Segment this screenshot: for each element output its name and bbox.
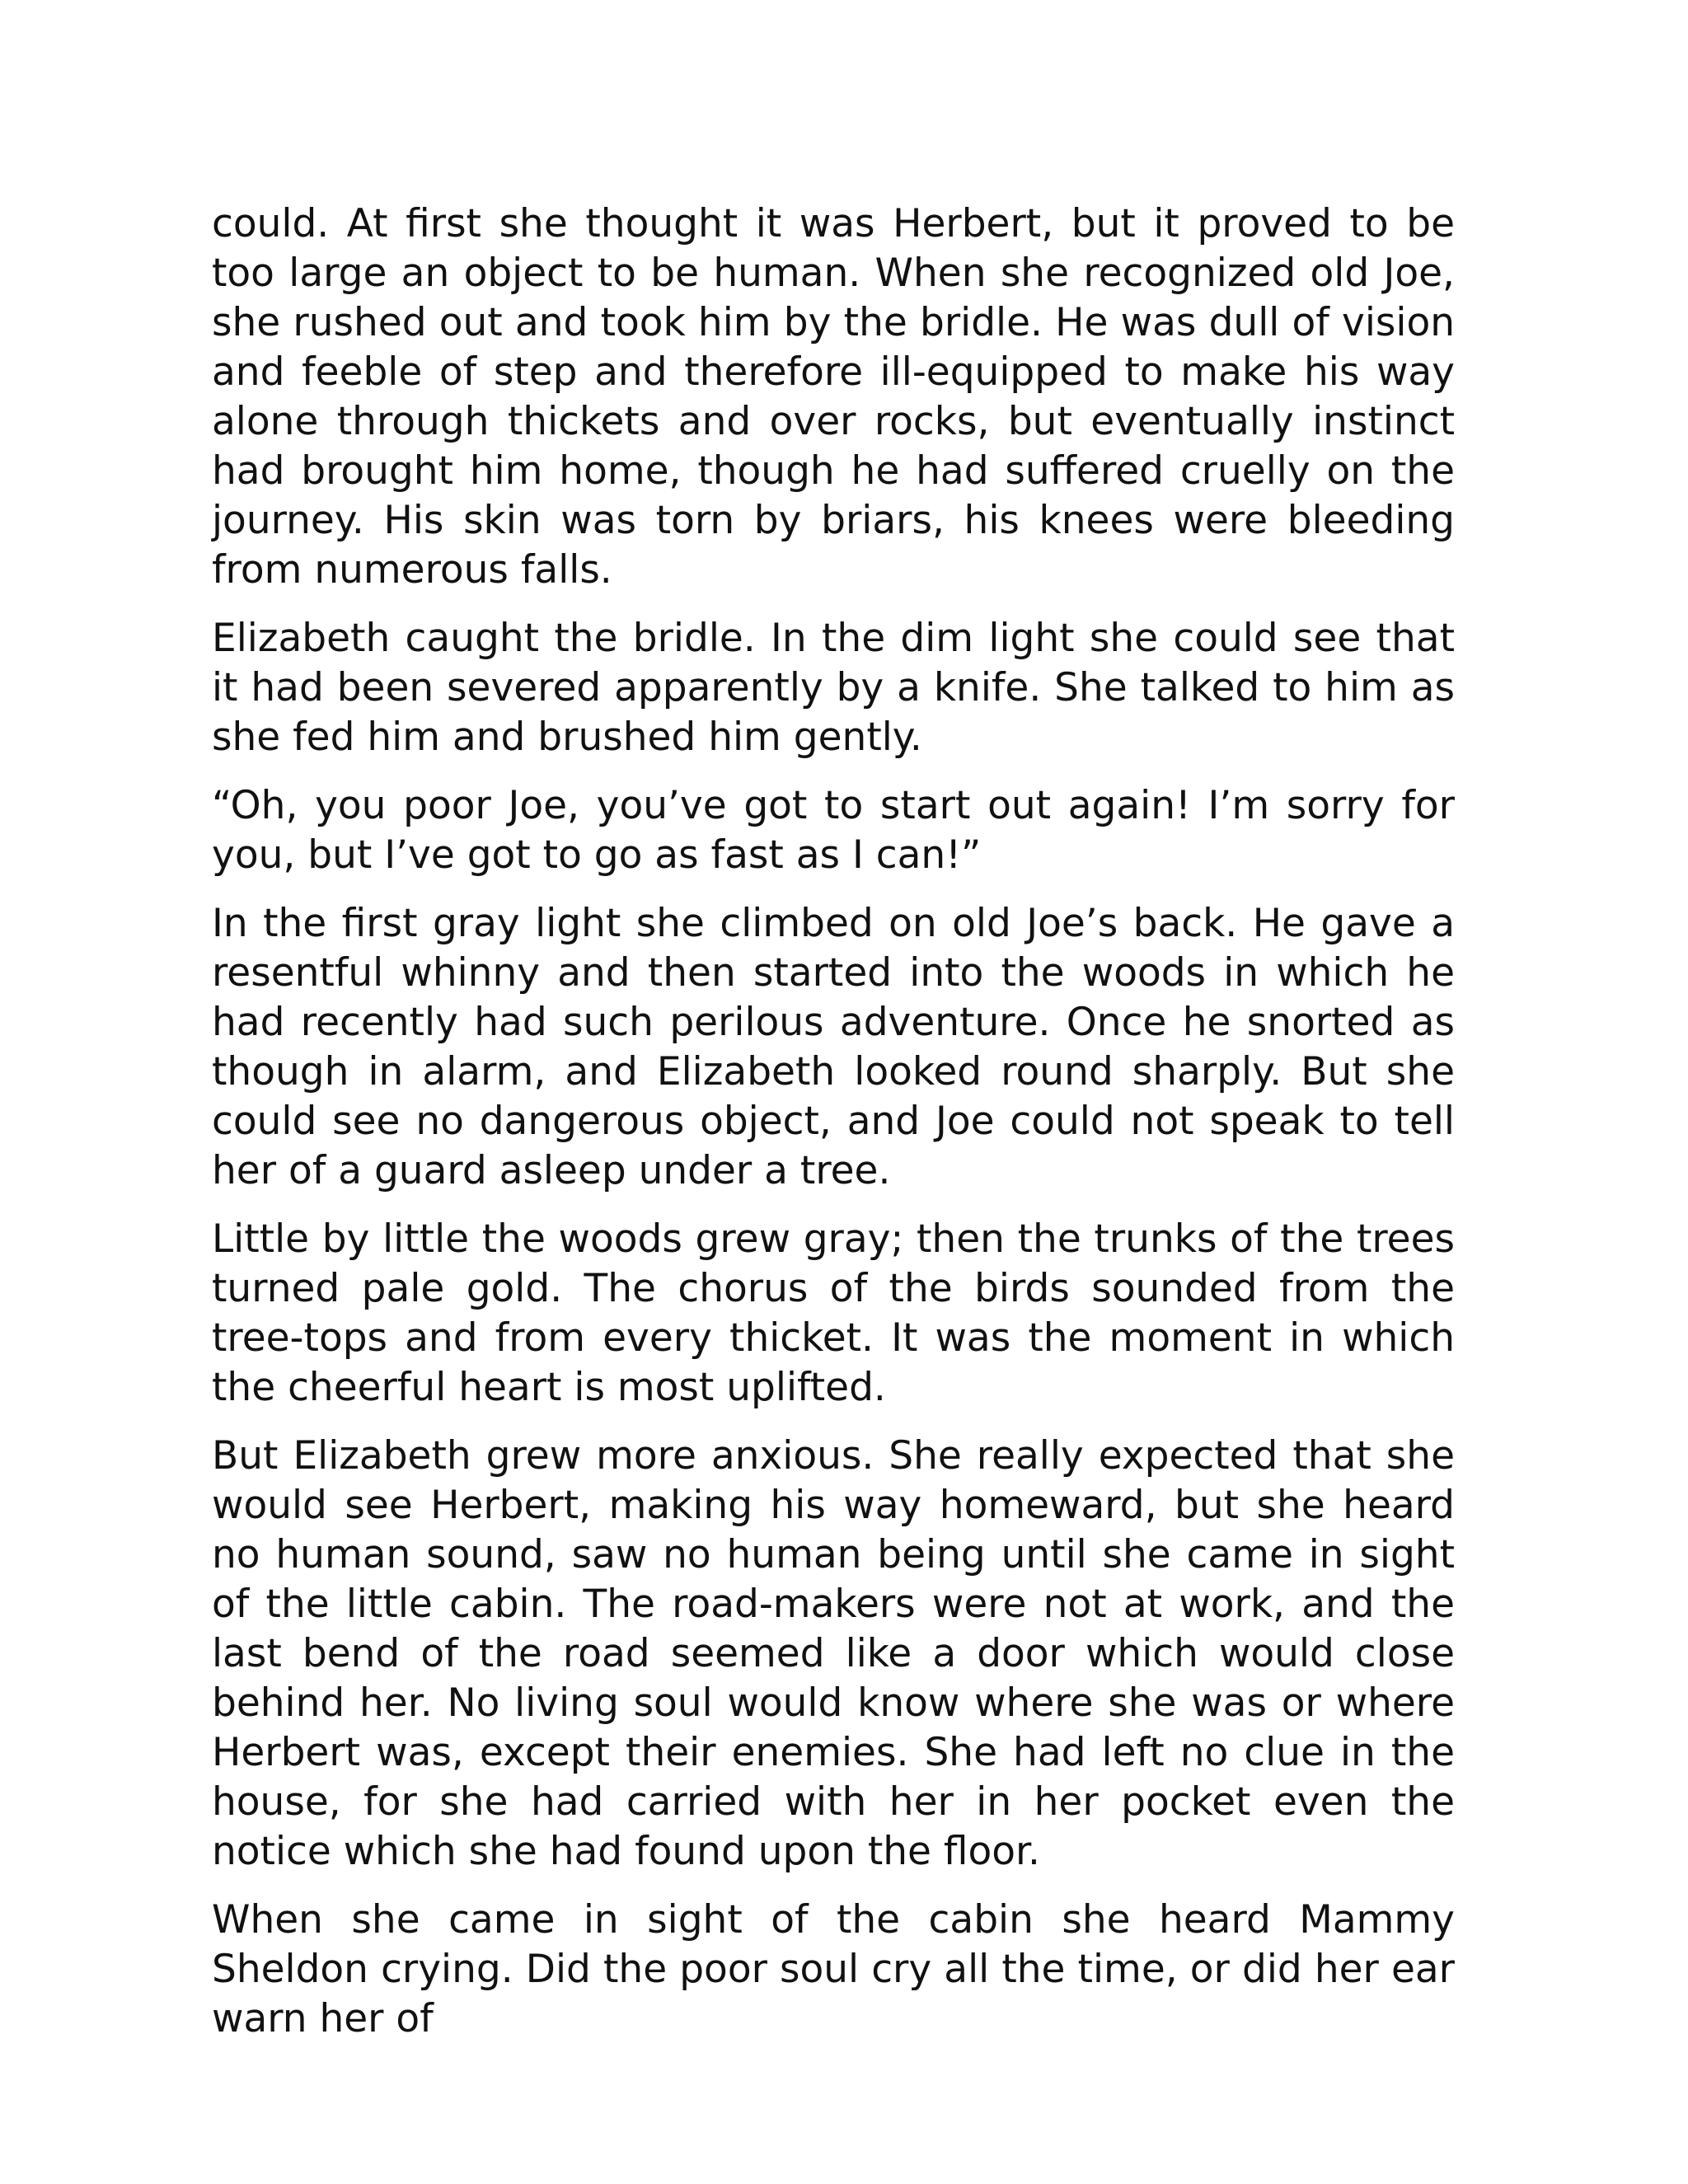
paragraph: “Oh, you poor Joe, you’ve got to start out again! I’m sorry for you, but I’ve got to go as fast as I can!” (212, 783, 1455, 878)
paragraph: could. At first she thought it was Herbert, but it proved to be too large an object to be human. When she recognized old Joe, she rushed out and took him by the bridle. He was dull of vision and feeble of step and therefore ill-equipped to make his way alone through thickets and over rocks, but eventually instinct had brought him home, though he had suffered cruelly on the journey. His skin was torn by briars, his knees were bleeding from numerous falls. (212, 201, 1455, 593)
paragraph: Little by little the woods grew gray; then the trunks of the trees turned pale gold. The chorus of the birds sounded from the tree-tops and from every thicket. It was the moment in which the cheerful heart is most uplifted. (212, 1216, 1455, 1410)
paragraph: But Elizabeth grew more anxious. She really expected that she would see Herbert, making his way homeward, but she heard no human sound, saw no human being until she came in sight of the little cabin. The road-makers were not at work, and the last bend of the road seemed like a door which would close behind her. No living soul would know where she was or where Herbert was, except their enemies. She had left no clue in the house, for she had carried with her in her pocket even the notice which she had found upon the floor. (212, 1433, 1455, 1874)
body-text (212, 199, 1455, 2063)
paragraph: When she came in sight of the cabin she heard Mammy Sheldon crying. Did the poor soul cry all the time, or did her ear warn her of (212, 1897, 1455, 2041)
paragraph: In the first gray light she climbed on old Joe’s back. He gave a resentful whinny and then started into the woods in which he had recently had such perilous adventure. Once he snorted as though in alarm, and Elizabeth looked round sharply. But she could see no dangerous object, and Joe could not speak to tell her of a guard asleep under a tree. (212, 901, 1455, 1193)
paragraph: Elizabeth caught the bridle. In the dim light she could see that it had been severed apparently by a knife. She talked to him as she fed him and brushed him gently. (212, 616, 1455, 760)
